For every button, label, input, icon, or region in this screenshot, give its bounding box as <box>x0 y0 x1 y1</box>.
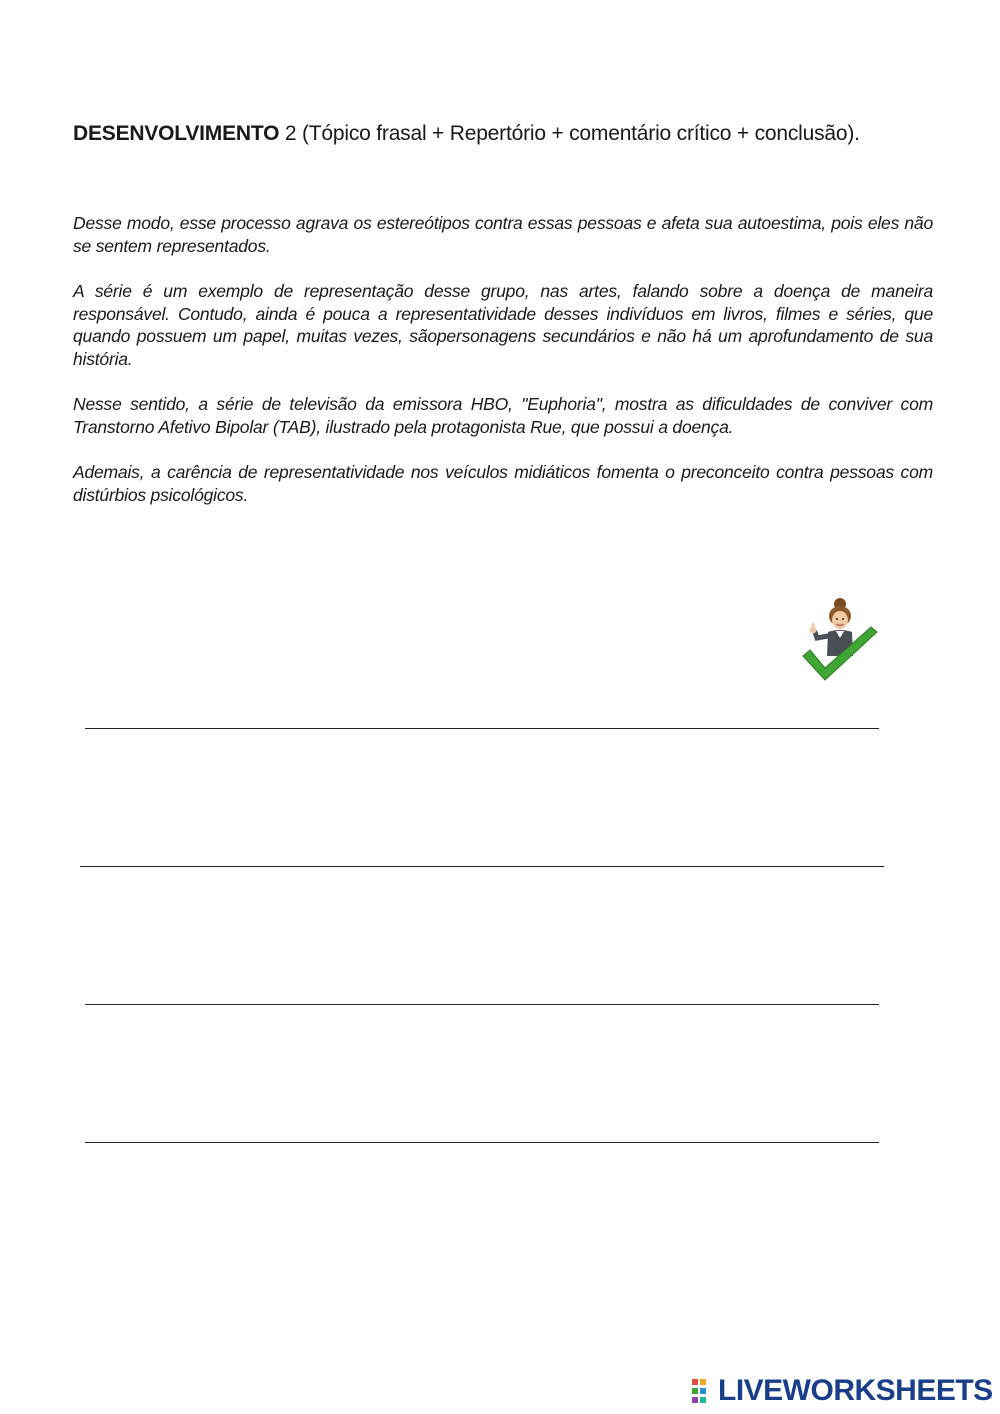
answer-line <box>85 728 879 729</box>
answer-line <box>85 1004 879 1005</box>
paragraph-4: Ademais, a carência de representatividade nos veículos midiáticos fomenta o preconceito contra pessoas com distúrbios psicológicos. <box>73 462 933 505</box>
paragraph-2: A série é um exemplo de representação desse grupo, nas artes, falando sobre a doença de maneira responsável. Contudo, ainda é pouca a representatividade desses indivíduos em livros, filmes e séries, que quando possuem um papel, muitas vezes, sãopersonagens secundários e não há um aprofundamento de sua história. <box>73 281 933 369</box>
liveworksheets-text: LIVEWORKSHEETS <box>718 1374 993 1407</box>
liveworksheets-logo <box>692 1374 993 1408</box>
answer-line <box>85 1142 879 1143</box>
paragraph-3: Nesse sentido, a série de televisão da emissora HBO, "Euphoria", mostra as dificuldades de conviver com Transtorno Afetivo Bipolar (TAB), ilustrado pela protagonista Rue, que possui a doença. <box>73 394 933 437</box>
section-heading-description: 2 (Tópico frasal + Repertório + comentário crítico + conclusão). <box>279 122 860 145</box>
teacher-checkmark-icon <box>795 594 885 689</box>
liveworksheets-grid-icon <box>692 1379 714 1403</box>
section-heading <box>73 120 953 148</box>
section-heading-bold: DESENVOLVIMENTO <box>73 122 280 145</box>
answer-line <box>80 866 884 867</box>
paragraph-1: Desse modo, esse processo agrava os estereótipos contra essas pessoas e afeta sua autoestima, pois eles não se sentem representados. <box>73 213 933 256</box>
